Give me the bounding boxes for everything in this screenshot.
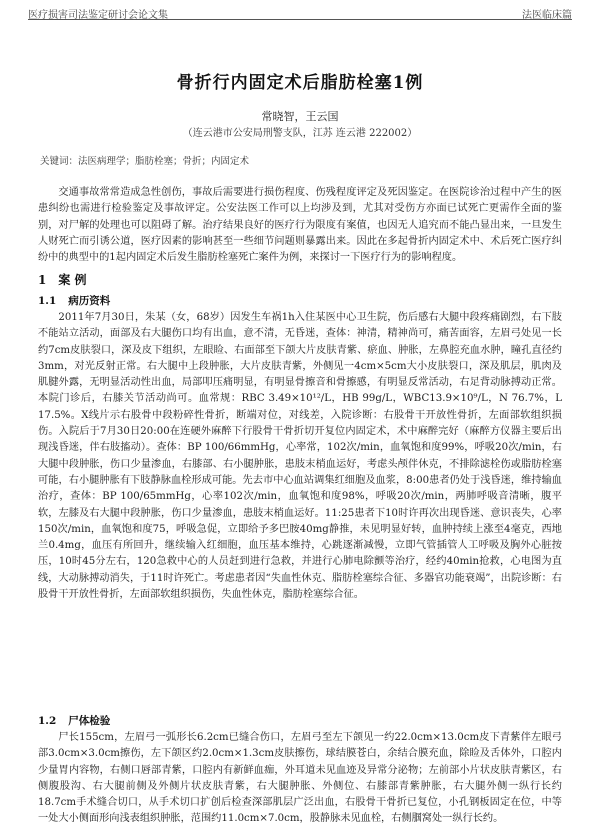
subsection-number: 1.2 (38, 715, 57, 727)
section-heading-case (38, 271, 87, 288)
header-journal-title: 医疗损害司法鉴定研讨会论文集 (28, 10, 168, 21)
subsection-heading-records (38, 293, 110, 308)
intro-paragraph: 交通事故常常造成急性创伤，事故后需要进行损伤程度、伤残程度评定及死因鉴定。在医院诊治过程中产生的医患纠纷也需进行检验鉴定及事故评定。公安法医工作可以上均涉及到，尤其对受伤方亦面已试死亡更需作全面的鉴别，对尸解的处理也可以阻碍了解。治疗结果良好的医疗行为限度有案值，也因无人追究而不能凸显出来，一旦发生人财死亡而引诱公道，医疗因素的影响甚至一些细节问题则暴露出来。因此在多起骨折内固定术中、术后死亡医疗纠纷中的典型中的1起内固定术后发生脂肪栓塞死亡案件为例，来探讨一下医疗行为的影响程度。 (38, 187, 562, 264)
subsection-heading-autopsy (38, 713, 110, 728)
article-keywords: 关键词：法医病理学；脂肪栓塞；骨折；内固定术 (40, 156, 250, 167)
section-number: 1 (38, 273, 47, 287)
article-authors: 常晓智，王云国 (261, 110, 339, 123)
subsection-title: 尸体检验 (68, 715, 111, 727)
case-paragraph: 2011年7月30日，朱某（女，68岁）因发生车祸1h入住某医中心卫生院，伤后感右大腿中段疼痛剧烈，右下肢不能站立活动，面部及右大腿伤口均有出血，意不清，无昏迷，查体：神清，精神尚可，痛苦面容，左眉弓处见一长约7cm皮肤裂口，深及皮下组织，左眼睑、右面部至下颌大片皮肤青紫、瘀血、肿胀，左鼻腔充血水肿，瞳孔直径约3mm，对光反射正常。右大腿中上段肿胀，大片皮肤青紫，外侧见一4cm×5cm大小皮肤裂口，深及肌层，肌肉及肌腱外露，无明显活动性出血，局部叩压痛明显，有明显骨擦音和骨擦感，有明显反常活动，右足背动脉搏动正常。本院门诊后，右膝关节活动尚可。血常规：RBC 3.49×10¹²/L，HB 99g/L，WBC13.9×10⁹/L，N 76.7%，L 17.5%。X线片示右股骨中段粉碎性骨折，断端对位，对线差，入院诊断：右股骨干开放性骨折，左面部软组织损伤。入院后于7月30日20:00在连硬外麻醉下行股骨干骨折切开复位内固定术，术中麻醉完好（麻醉方仪器主要后出现浅昏迷，伴右肢搐动）。查体：BP 100/66mmHg，心率常，102次/min，血氧饱和度99%，呼吸20次/min，右大腿中段肿胀，伤口少量渗血，右膝部、右小腿肿胀，患肢末梢血运好，考虑头颅伴休克，不排除滤栓伤或脂肪栓塞可能，右小腿肿胀有下肢静脉血栓形成可能。先去市中心血站调集红细胞及血浆，8:00患者仍处于浅昏迷，维持输血治疗，查体：BP 100/65mmHg，心率102次/min，血氧饱和度98%，呼吸20次/min，两肺呼吸音清晰，腹平软，左膝及右大腿中段肿胀，伤口少量渗血，患肢末梢血运好。11:25患者下10时许再次出现昏迷、意识丧失，心率150次/min，血氧饱和度75，呼吸急促，立即给予多巴胺40mg静推，未见明显好转，血肿持续上涨至4毫克，西地兰0.4mg，血压有所回升，继续输入红细胞，血压基本维持，心跳逐渐减慢，立即气管插管人工呼吸及胸外心脏按压，10时45分左右，120急救中心的人员赶到进行急救，并进行心肺电除颤等治疗，经约40min抢救，心电图为直线，大动脉搏动消失，于11时许死亡。考虑患者因“失血性休克、脂肪栓塞综合征、多器官功能衰竭”，出院诊断：右股骨干开放性骨折，左面部软组织损伤，失血性休克，脂肪栓塞综合征。 (38, 312, 562, 601)
subsection-number: 1.1 (38, 295, 57, 307)
autopsy-paragraph: 尸长155cm，左眉弓一弧形长6.2cm已缝合伤口，左眉弓至左下颌见一约22.0cm×13.0cm皮下青紫伴左眼弓部3.0cm×3.0cm擦伤，左下颌区约2.0cm×1.3cm皮肤擦伤，球结膜苍白，余结合膜充血，除睑及舌体外，口腔内少量胃内容物，右侧口唇部青紫，口腔内有新鲜血痂，外耳道未见血迹及异常分泌物；左前部小片状皮肤青紫区，右侧腹股沟、右大腿前侧及外侧片状皮肤青紫，右大腿肿胀、外侧位、右膝部青紫肿胀，右大腿外侧一纵行长约18.7cm手术缝合切口，从手术切口扩创后检查深部肌层广泛出血，右股骨干骨折已复位，小孔钢板固定在位，中等一处大小侧面形向浅表组织肿胀，范围约11.0cm×7.0cm，股静脉未见血栓，右侧腘窝处一纵行长约。 (38, 732, 562, 825)
subsection-title: 病历资料 (68, 295, 111, 307)
running-header (28, 6, 572, 20)
article-affiliation: （连云港市公安局刑警支队，江苏 连云港 222002） (182, 128, 418, 139)
article-title: 骨折行内固定术后脂肪栓塞1例 (176, 73, 424, 93)
header-rule (28, 19, 572, 20)
section-title: 案 例 (58, 273, 87, 287)
header-section-title: 法医临床篇 (522, 10, 572, 21)
